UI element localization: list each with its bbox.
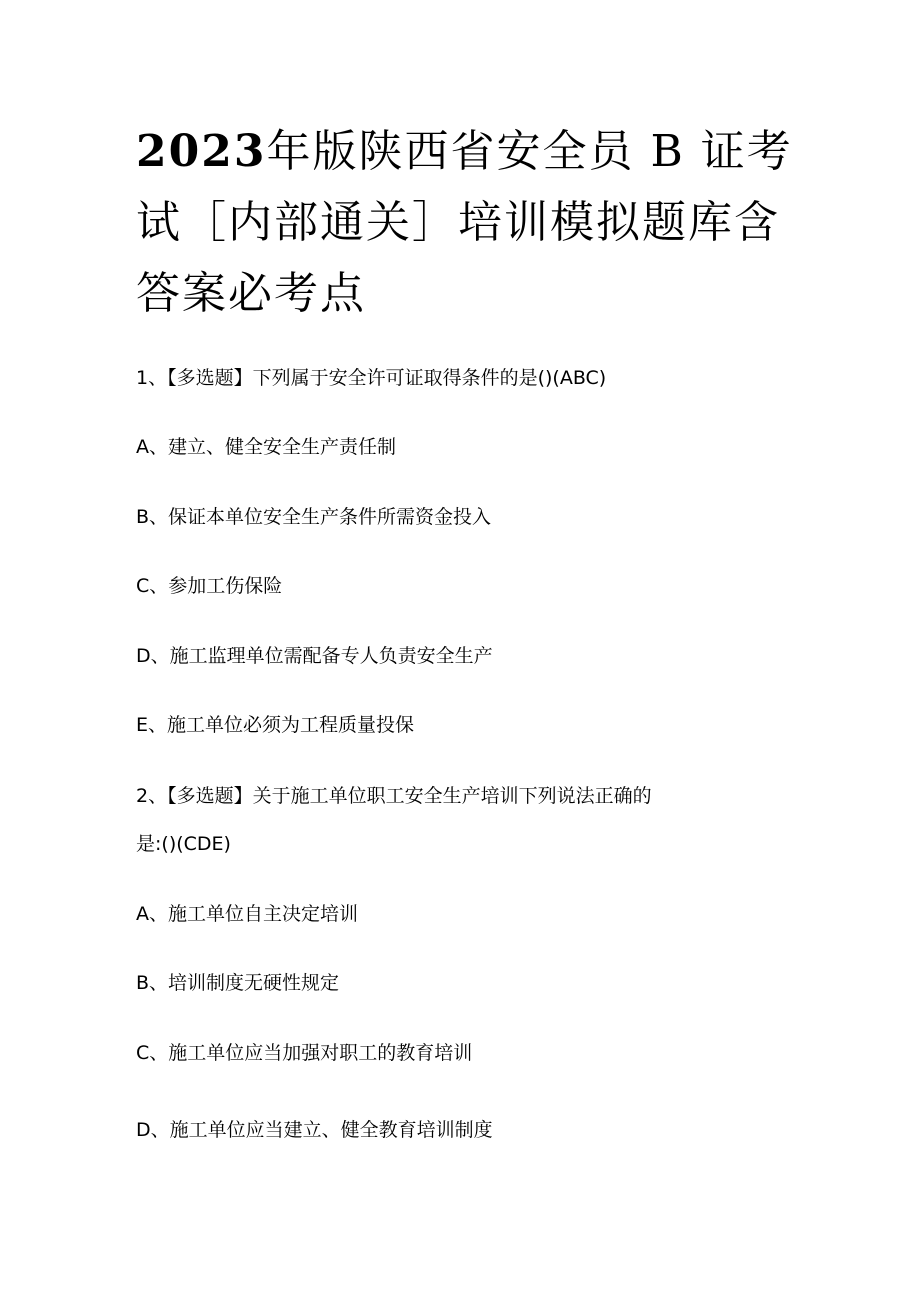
question-1-option-b: B、保证本单位安全生产条件所需资金投入 (136, 506, 492, 528)
question-1-option-a: A、建立、健全安全生产责任制 (136, 436, 396, 458)
question-1-option-c: C、参加工伤保险 (136, 575, 283, 597)
question-2-stem-line1: 2、【多选题】关于施工单位职工安全生产培训下列说法正确的 (136, 785, 652, 807)
document-title (136, 116, 796, 329)
question-2-option-b: B、培训制度无硬性规定 (136, 972, 340, 994)
question-2-option-c: C、施工单位应当加强对职工的教育培训 (136, 1042, 473, 1064)
question-2-option-a: A、施工单位自主决定培训 (136, 903, 358, 925)
question-1-option-d: D、施工监理单位需配备专人负责安全生产 (136, 645, 493, 667)
question-2-option-d: D、施工单位应当建立、健全教育培训制度 (136, 1119, 493, 1141)
question-2-stem-line2: 是:()(CDE) (136, 833, 231, 855)
title-text: 年版陕西省安全员 B 证考试［内部通关］培训模拟题库含答案必考点 (136, 126, 793, 319)
title-year: 2023 (136, 126, 267, 177)
question-1-option-e: E、施工单位必须为工程质量投保 (136, 714, 415, 736)
question-1-stem: 1、【多选题】下列属于安全许可证取得条件的是()(ABC) (136, 367, 607, 389)
